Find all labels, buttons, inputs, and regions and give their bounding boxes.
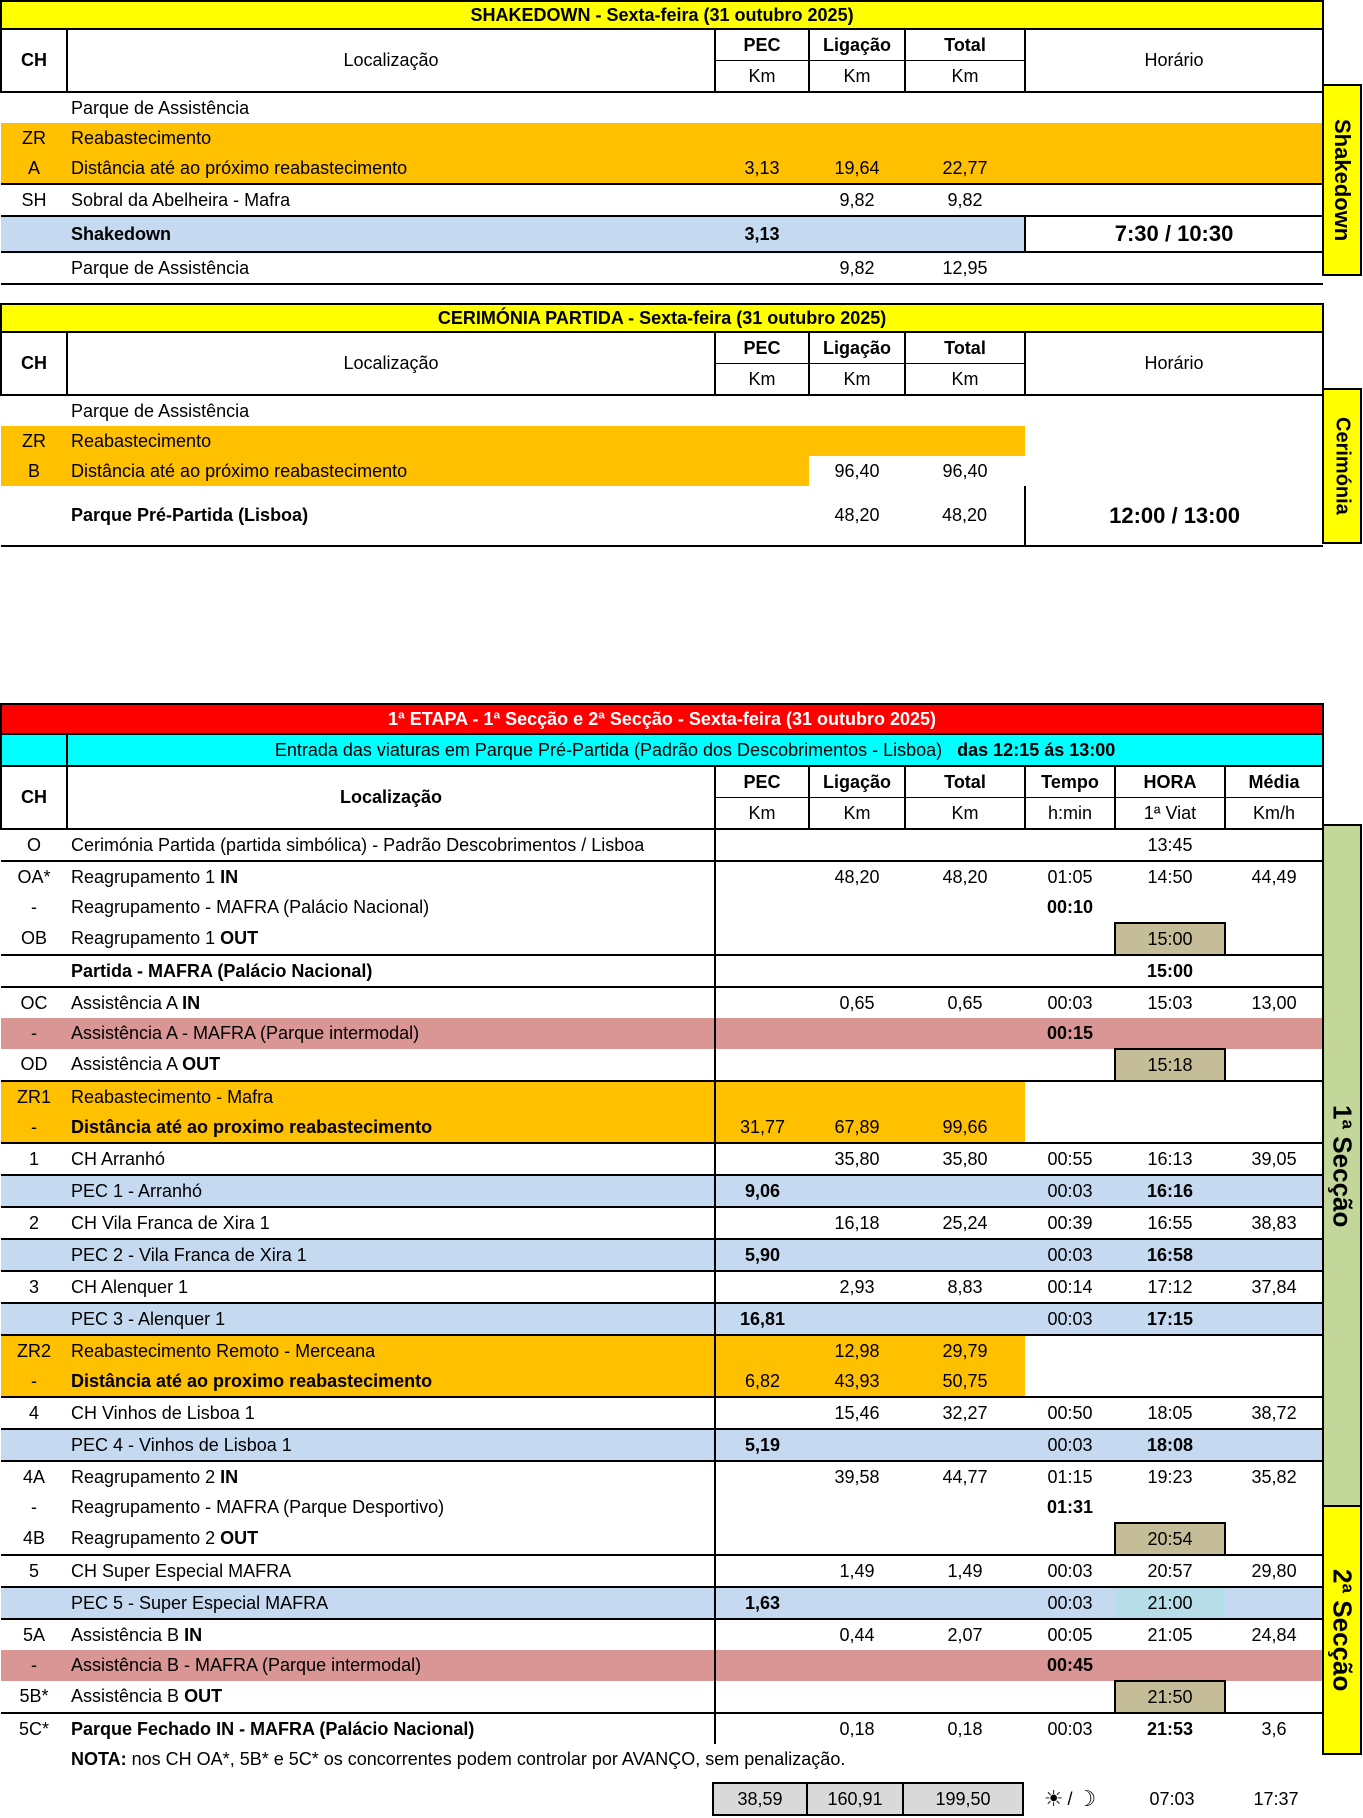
- table-row: ZR Reabastecimento: [1, 123, 1323, 153]
- table-row: PEC 1 - Arranhó 9,06 00:03 16:16: [1, 1175, 1323, 1207]
- col-horario: Horário: [1025, 29, 1323, 92]
- shakedown-table: [0, 0, 1324, 285]
- table-row: 3 CH Alenquer 1 2,93 8,83 00:14 17:12 37,84: [1, 1271, 1323, 1303]
- table-row: - Reagrupamento - MAFRA (Palácio Nacional) 00:10: [1, 892, 1323, 923]
- moon-icon: ☽: [1076, 1786, 1097, 1811]
- sunrise-time: 07:03: [1149, 1788, 1195, 1809]
- horario-value: 12:00 / 13:00: [1025, 486, 1323, 546]
- secao2-side-label: 2ª Secção: [1322, 1505, 1362, 1755]
- table-row: - Reagrupamento - MAFRA (Parque Desportivo) 01:31: [1, 1492, 1323, 1523]
- table-row: 4B Reagrupamento 2 OUT 20:54: [1, 1523, 1323, 1555]
- total-total: 199,50: [904, 1782, 1024, 1816]
- table-row: SH Sobral da Abelheira - Mafra 9,82 9,82: [1, 184, 1323, 216]
- table-row: Parque de Assistência 9,82 12,95: [1, 252, 1323, 284]
- table-row: OA* Reagrupamento 1 IN 48,20 48,20 01:05 14:50 44,49: [1, 861, 1323, 892]
- shakedown-side-label: Shakedown: [1322, 84, 1362, 276]
- etapa-table: 1ª ETAPA - 1ª Secção e 2ª Secção - Sexta-feira (31 outubro 2025) Entrada das viaturas em Parque Pré-Partida (Padrão dos Descobrimentos - Lisboa) das 12:15 ás 13:00 CH Localização PEC Ligação Total Tempo HORA Média Km Km Km h:min 1ª Viat Km/h O Cerimónia Partida (partida simbólica) - Padrão Descobrimentos / Lisboa 13:45 OA* Reagrupamento 1 IN 48,20 48,20 01:05 14:50 44,49 - Reagrupamento - MAFRA (Palácio Nacional) 00:10 OB Reagrupamento 1 OUT 15:00 Partida - MAFRA (Palácio Nacional) 15:00 OC Assistência A IN 0,65 0,65 00:03 15:03 13,00 - Assistência A - MAFRA (Parque intermodal) 00:15 OD Assistência A OUT 15:18 ZR1 Reabastecimento - Mafra - Distância até ao proximo reabastecimento 31,77 67,89 99,66 1 CH Arranhó 35,80 35,80 00:55 16:13 39,05 PEC 1 - Arranhó 9,06 00:03 16:16 2 CH Vila Franca de Xira 1 16,18 25,24 00:39 16:55 38,83 PEC 2 - Vila Franca de Xira 1 5,90 00:03 16:58 3 CH Alenquer 1 2,93 8,83 00:14 17:12 37,84 PEC 3 - Alenquer 1 16,81 00:03 17:15 ZR2 Reabastecimento Remoto - Merceana 12,98 29,79 - Distância até ao proximo reabastecimento 6,82 43,93 50,75 4 CH Vinhos de Lisboa 1 15,46 32,27 00:50 18:05 38,72 PEC 4 - Vinhos de Lisboa 1 5,19 00:03 18:08 4A Reagrupamento 2 IN 39,58 44,77 01:15 19:23 35,82 - Reagrupamento - MAFRA (Parque Desportivo) 01:31 4B Reagrupamento 2 OUT 20:54 5 CH Super Especial MAFRA 1,49 1,49 00:03 20:57 29,80 PEC 5 - Super Especial MAFRA 1,63 00:03 21:00 5A Assistência B IN 0,44 2,07 00:05 21:05 24,84 - Assistência B - MAFRA (Parque intermodal) 00:45 5B* Assistência B OUT 21:50 5C* Parque Fechado IN - MAFRA (Palácio Nacional) 0,18 0,18 00:03 21:53 3,6 NOTA: nos CH OA*, 5B* e 5C* os concorrentes podem controlar por AVANÇO, sem penalização.: [0, 703, 1324, 1774]
- table-row: Partida - MAFRA (Palácio Nacional) 15:00: [1, 955, 1323, 987]
- shakedown-title: SHAKEDOWN - Sexta-feira (31 outubro 2025): [1, 1, 1323, 29]
- table-row: 5A Assistência B IN 0,44 2,07 00:05 21:05 24,84: [1, 1619, 1323, 1650]
- table-row: ZR1 Reabastecimento - Mafra: [1, 1081, 1323, 1112]
- table-row: 5C* Parque Fechado IN - MAFRA (Palácio Nacional) 0,18 0,18 00:03 21:53 3,6: [1, 1713, 1323, 1744]
- col-ch: CH: [1, 29, 67, 92]
- entrada-line: Entrada das viaturas em Parque Pré-Partida (Padrão dos Descobrimentos - Lisboa) das 12:15 ás 13:00: [67, 734, 1323, 766]
- table-row: OC Assistência A IN 0,65 0,65 00:03 15:03 13,00: [1, 987, 1323, 1018]
- total-pec: 38,59: [712, 1782, 808, 1816]
- table-row: Parque Pré-Partida (Lisboa) 48,20 48,20 12:00 / 13:00: [1, 486, 1323, 546]
- col-pec: PEC: [715, 29, 809, 61]
- table-row: O Cerimónia Partida (partida simbólica) - Padrão Descobrimentos / Lisboa 13:45: [1, 829, 1323, 861]
- total-ligacao: 160,91: [808, 1782, 904, 1816]
- table-row: ZR2 Reabastecimento Remoto - Merceana 12,98 29,79: [1, 1335, 1323, 1366]
- unit-km: Km: [905, 61, 1025, 93]
- col-localizacao: Localização: [67, 29, 715, 92]
- horario-value: 7:30 / 10:30: [1025, 216, 1323, 252]
- table-row: 1 CH Arranhó 35,80 35,80 00:55 16:13 39,05: [1, 1143, 1323, 1175]
- table-row: - Distância até ao proximo reabastecimento 6,82 43,93 50,75: [1, 1366, 1323, 1397]
- table-row: Shakedown 3,13 7:30 / 10:30: [1, 216, 1323, 252]
- table-row: PEC 4 - Vinhos de Lisboa 1 5,19 00:03 18:08: [1, 1429, 1323, 1461]
- unit-km: Km: [715, 61, 809, 93]
- table-row: OD Assistência A OUT 15:18: [1, 1049, 1323, 1081]
- cerimonia-table: CERIMÓNIA PARTIDA - Sexta-feira (31 outubro 2025) CH Localização PEC Ligação Total Horário Km Km Km Parque de Assistência ZR Reabastecimento B Distância até ao próximo reabastecimento 96,40 96,40 Parque Pré-Partida (Lisboa) 48,20 48,20 12:00 / 13:00: [0, 303, 1324, 547]
- secao1-side-label: 1ª Secção: [1322, 824, 1362, 1508]
- etapa-title: 1ª ETAPA - 1ª Secção e 2ª Secção - Sexta-feira (31 outubro 2025): [1, 704, 1323, 734]
- col-ligacao: Ligação: [809, 29, 905, 61]
- nota-row: NOTA: nos CH OA*, 5B* e 5C* os concorrentes podem controlar por AVANÇO, sem penalização.: [71, 1748, 846, 1769]
- table-row: Parque de Assistência: [71, 400, 250, 421]
- cerimonia-title: CERIMÓNIA PARTIDA - Sexta-feira (31 outubro 2025): [1, 304, 1323, 332]
- table-row: 4A Reagrupamento 2 IN 39,58 44,77 01:15 19:23 35,82: [1, 1461, 1323, 1492]
- sunset-time: 17:37: [1253, 1788, 1299, 1809]
- table-row: - Assistência A - MAFRA (Parque intermodal) 00:15: [1, 1018, 1323, 1049]
- table-row: PEC 2 - Vila Franca de Xira 1 5,90 00:03 16:58: [1, 1239, 1323, 1271]
- table-row: PEC 3 - Alenquer 1 16,81 00:03 17:15: [1, 1303, 1323, 1335]
- sun-moon: ☀ / ☽: [1043, 1786, 1097, 1811]
- table-row: - Distância até ao proximo reabastecimento 31,77 67,89 99,66: [1, 1112, 1323, 1143]
- table-row: 5B* Assistência B OUT 21:50: [1, 1681, 1323, 1713]
- table-row: 5 CH Super Especial MAFRA 1,49 1,49 00:03 20:57 29,80: [1, 1555, 1323, 1587]
- totals-row: [712, 1783, 1024, 1815]
- cerimonia-side-label: Cerimónia: [1322, 388, 1362, 544]
- table-row: - Assistência B - MAFRA (Parque intermodal) 00:45: [1, 1650, 1323, 1681]
- table-row: B Distância até ao próximo reabastecimento 96,40 96,40: [1, 456, 1323, 486]
- table-row: ZR Reabastecimento: [1, 426, 1323, 456]
- table-row: Parque de Assistência: [71, 97, 250, 118]
- col-total: Total: [905, 29, 1025, 61]
- table-row: 4 CH Vinhos de Lisboa 1 15,46 32,27 00:50 18:05 38,72: [1, 1397, 1323, 1429]
- table-row: PEC 5 - Super Especial MAFRA 1,63 00:03 21:00: [1, 1587, 1323, 1619]
- table-row: A Distância até ao próximo reabastecimento 3,13 19,64 22,77: [1, 153, 1323, 184]
- table-row: 2 CH Vila Franca de Xira 1 16,18 25,24 00:39 16:55 38,83: [1, 1207, 1323, 1239]
- sun-icon: ☀: [1043, 1786, 1064, 1811]
- unit-km: Km: [809, 61, 905, 93]
- table-row: OB Reagrupamento 1 OUT 15:00: [1, 923, 1323, 955]
